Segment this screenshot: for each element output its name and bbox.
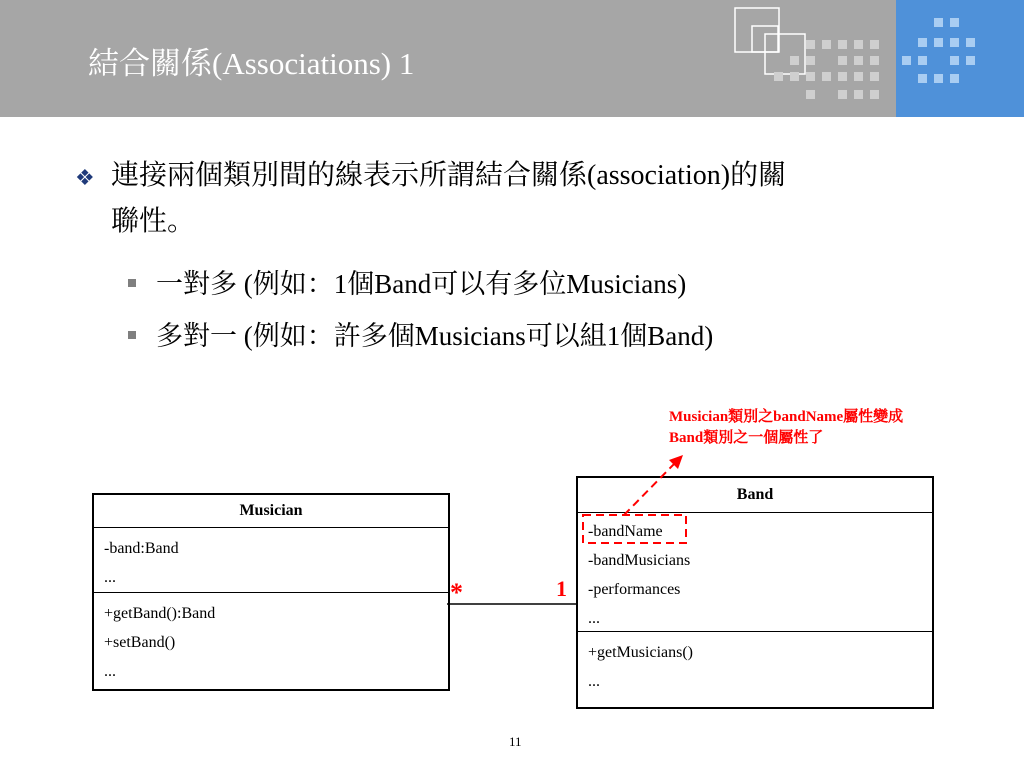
attribute: -bandName [588,523,663,540]
main-bullet-text: 連接兩個類別間的線表示所謂結合關係(association)的關聯性。 [111,160,787,237]
attribute: ... [104,569,116,586]
attribute: -bandMusicians [588,552,691,569]
annotation-arrowhead [669,455,683,469]
square-bullet-icon [128,279,136,287]
band-class-box [576,476,934,709]
band-class-name: Band [578,478,932,513]
sub-bullet-one-to-many [128,262,686,301]
square-bullet-icon [128,331,136,339]
attribute: -band:Band [104,540,179,557]
multiplicity-one: 1 [556,576,567,601]
page-number: 11 [509,734,522,749]
band-operations [578,632,932,700]
operation: +getBand():Band [104,605,216,622]
annotation-line: Band類別之一個屬性了 [669,430,824,446]
annotation-note [669,407,999,449]
musician-operations [94,593,448,690]
musician-attributes [94,528,448,593]
sub-bullet-text: 多對一 (例如：許多個Musicians可以組1個Band) [156,321,714,351]
operation: ... [588,673,600,690]
sub-bullet-text: 一對多 (例如：1個Band可以有多位Musicians) [156,269,687,299]
blue-corner-block [896,0,1024,117]
attribute: -performances [588,581,681,598]
diamond-bullet-icon: ❖ [75,165,95,190]
musician-class-box [92,493,450,691]
band-attributes [578,513,932,632]
sub-bullet-many-to-one [128,314,713,353]
operation: +getMusicians() [588,644,693,661]
operation: +setBand() [104,634,176,651]
main-bullet [75,153,811,245]
operation: ... [104,663,116,680]
multiplicity-many: * [450,578,463,607]
annotation-line: Musician類別之bandName屬性變成 [669,409,904,425]
attribute: ... [588,610,600,627]
musician-class-name: Musician [94,495,448,528]
slide-title: 結合關係(Associations) 1 [88,46,415,81]
